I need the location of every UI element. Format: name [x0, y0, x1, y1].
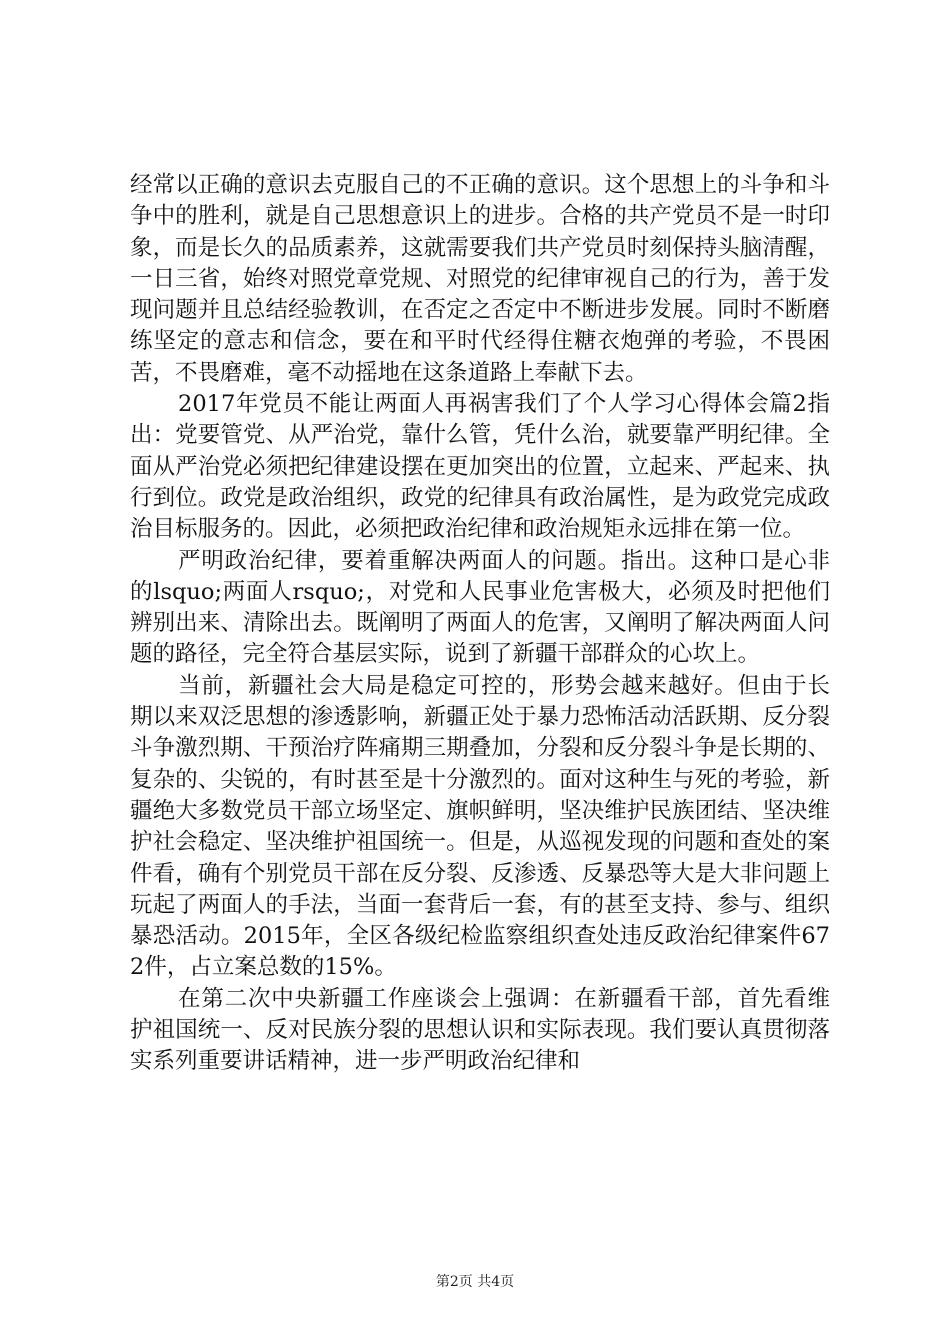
paragraph-4: 当前，新疆社会大局是稳定可控的，形势会越来越好。但由于长期以来双泛思想的渗透影响，新疆正处于暴力恐怖活动活跃期、反分裂斗争激烈期、干预治疗阵痛期三期叠加，分裂和反分裂斗争是长期的、复杂的、尖锐的，有时甚至是十分激烈的。面对这种生与死的考验，新疆绝大多数党员干部立场坚定、旗帜鲜明，坚决维护民族团结、坚决维护社会稳定、坚决维护祖国统一。但是，从巡视发现的问题和查处的案件看，确有个别党员干部在反分裂、反渗透、反暴恐等大是大非问题上玩起了两面人的手法，当面一套背后一套，有的甚至支持、参与、组织暴恐活动。2015年，全区各级纪检监察组织查处违反政治纪律案件672件，占立案总数的15%。: [130, 672, 830, 981]
page-footer: [0, 1271, 950, 1291]
paragraph-2: 2017年党员不能让两面人再祸害我们了个人学习心得体会篇2指出：党要管党、从严治党，靠什么管，凭什么治，就要靠严明纪律。全面从严治党必须把纪律建设摆在更加突出的位置，立起来、严起来、执行到位。政党是政治组织，政党的纪律具有政治属性，是为政党完成政治目标服务的。因此，必须把政治纪律和政治规矩永远排在第一位。: [130, 391, 830, 543]
document-body: [130, 170, 830, 1078]
paragraph-5: 在第二次中央新疆工作座谈会上强调：在新疆看干部，首先看维护祖国统一、反对民族分裂的思想认识和实际表现。我们要认真贯彻落实系列重要讲话精神，进一步严明政治纪律和: [130, 985, 830, 1075]
paragraph-3: 严明政治纪律，要着重解决两面人的问题。指出。这种口是心非的lsquo;两面人rsquo;，对党和人民事业危害极大，必须及时把他们辨别出来、清除出去。既阐明了两面人的危害，又阐明了解决两面人问题的路径，完全符合基层实际，说到了新疆干部群众的心坎上。: [130, 547, 830, 668]
page-number-label: 第2页 共4页: [435, 1274, 515, 1290]
paragraph-1: 经常以正确的意识去克服自己的不正确的意识。这个思想上的斗争和斗争中的胜利，就是自己思想意识上的进步。合格的共产党员不是一时印象，而是长久的品质素养，这就需要我们共产党员时刻保持头脑清醒，一日三省，始终对照党章党规、对照党的纪律审视自己的行为，善于发现问题并且总结经验教训，在否定之否定中不断进步发展。同时不断磨练坚定的意志和信念，要在和平时代经得住糖衣炮弹的考验，不畏困苦，不畏磨难，毫不动摇地在这条道路上奉献下去。: [130, 172, 830, 386]
